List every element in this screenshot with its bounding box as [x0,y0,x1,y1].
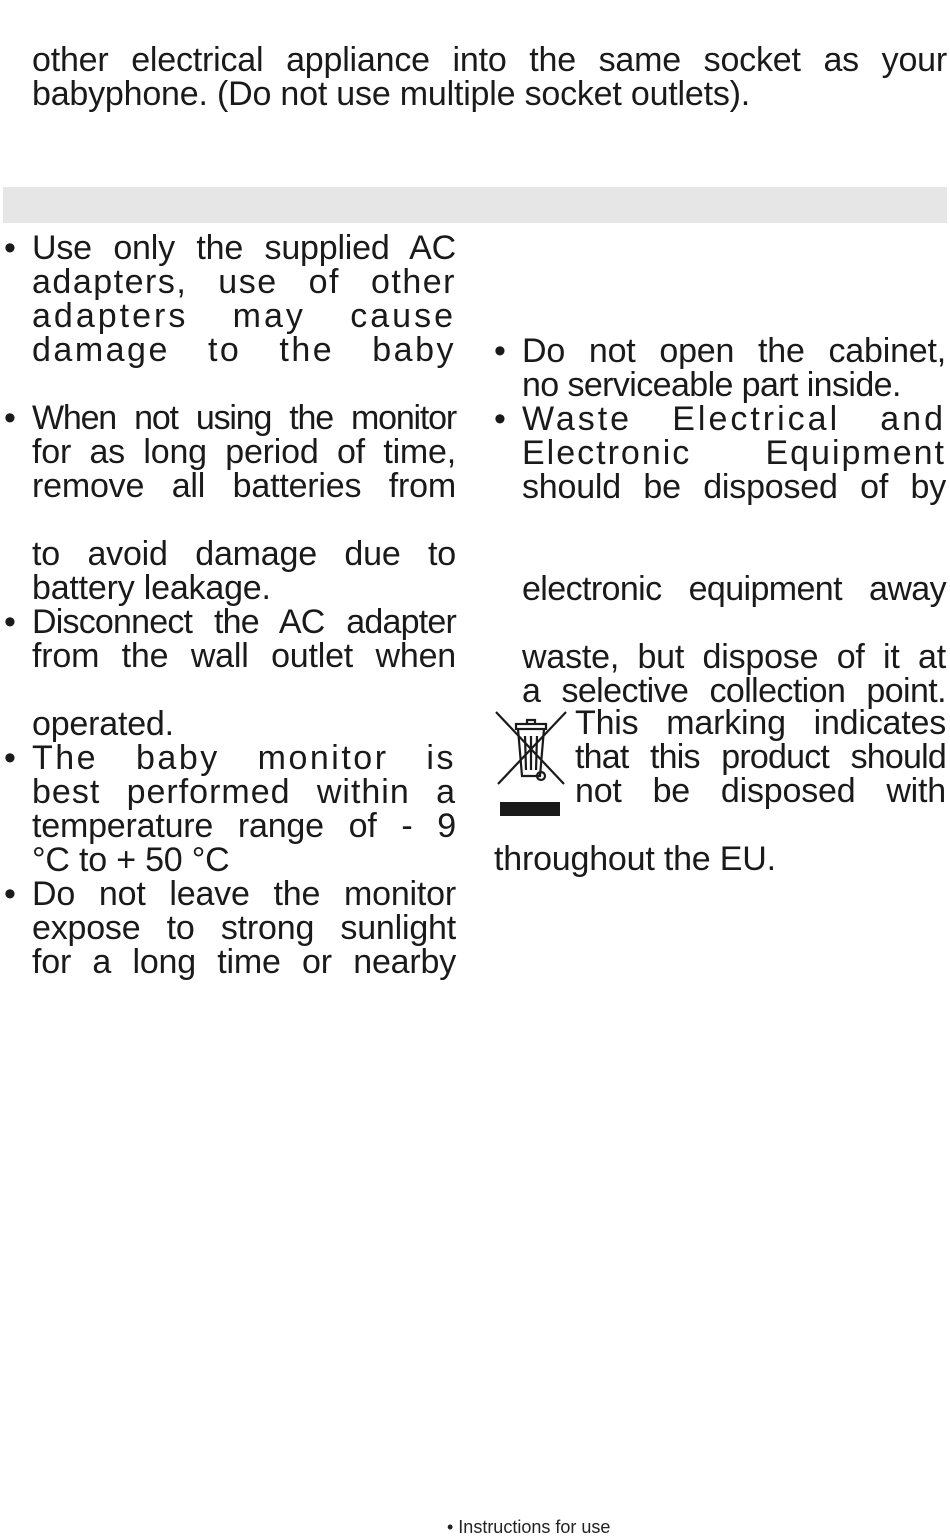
bullet: • [4,603,16,641]
list-item-line: from the wall outlet when [32,637,456,675]
list-item-line: Disconnect the AC adapter [32,603,456,641]
bullet: • [494,332,506,370]
section-header-band [3,187,947,223]
bullet: • [4,739,16,777]
list-item-line: for a long time or nearby [32,943,456,981]
list-item-line: for as long period of time, [32,433,456,471]
list-item-line: to avoid damage due to [32,535,456,573]
list-item-line: temperature range of - 9 [32,807,456,845]
bullet: • [494,400,506,438]
list-item-line: battery leakage. [32,569,271,607]
list-item-line: operated. [32,705,174,743]
list-item-line: best performed within a [32,773,456,811]
list-item-line: waste, but dispose of it at [522,638,946,676]
marking-line: This marking indicates [575,704,946,742]
list-item-line: a selective collection point. [522,672,946,710]
list-item-line: The baby monitor is [32,739,456,777]
list-item-line: damage to the baby [32,331,456,369]
list-item-line: should be disposed of by [522,468,946,506]
list-item-line: remove all batteries from [32,467,456,505]
list-item-line: When not using the monitor [32,399,456,437]
list-item-line: adapters may cause [32,297,456,335]
marking-line: that this product should [575,738,946,776]
bullet: • [4,399,16,437]
list-item-line: Do not open the cabinet, [522,332,946,370]
list-item-line: electronic equipment away [522,570,946,608]
list-item-line: expose to strong sunlight [32,909,456,947]
bullet: • [4,229,16,267]
bullet: • [4,875,16,913]
list-item-line: Do not leave the monitor [32,875,456,913]
closing-line: throughout the EU. [494,840,776,878]
list-item-line: Electronic Equipment [522,434,946,472]
list-item-line: °C to + 50 °C [32,841,230,879]
crossed-out-wheeled-bin-icon [494,710,568,818]
list-item-line: Use only the supplied AC [32,229,456,267]
intro-line: babyphone. (Do not use multiple socket outlets). [32,75,751,113]
marking-line: not be disposed with [575,772,946,810]
list-item-line: adapters, use of other [32,263,456,301]
list-item-line: Waste Electrical and [522,400,946,438]
intro-line: other electrical appliance into the same socket as your [32,41,947,79]
list-item-line: no serviceable part inside. [522,366,901,404]
page-footer: • Instructions for use [447,1517,611,1537]
